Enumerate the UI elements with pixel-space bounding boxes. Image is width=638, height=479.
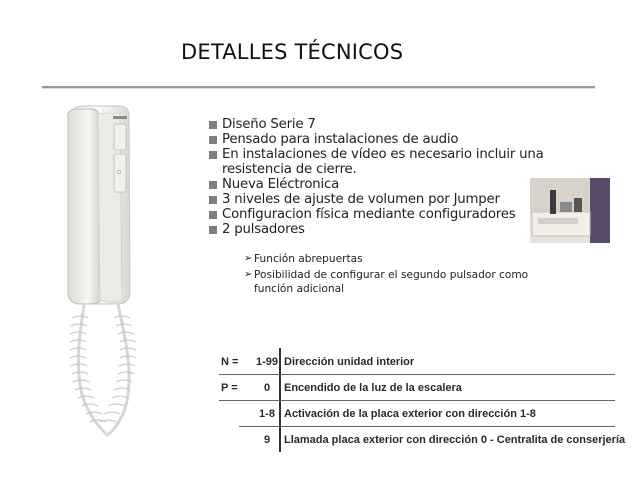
title-rule-shadow <box>42 88 595 89</box>
table-row: 1-8 Activación de la placa exterior con dirección 1-8 <box>259 408 536 420</box>
slide-title: DETALLES TÉCNICOS <box>181 40 404 64</box>
pulsador-sublist <box>244 252 564 298</box>
table-row: 9 Llamada placa exterior con dirección 0 - Centralita de conserjería <box>263 434 626 446</box>
svg-text:o: o <box>117 168 122 176</box>
square-bullet-icon <box>209 121 217 129</box>
square-bullet-icon <box>209 211 217 219</box>
table-row: N = 1-99 Dirección unidad interior <box>221 356 415 368</box>
list-item: En instalaciones de vídeo es necesario incluir una resistencia de cierre. <box>209 147 549 177</box>
table-row: P = 0 Encendido de la luz de la escalera <box>221 382 462 394</box>
configuration-table <box>219 348 626 452</box>
feature-list <box>209 117 549 237</box>
arrow-bullet-icon: ➢ <box>244 269 253 280</box>
list-item: ➢ Función abrepuertas <box>244 253 363 265</box>
list-item: Pensado para instalaciones de audio <box>209 132 549 147</box>
list-item: Configuracion física mediante configuradores <box>209 207 549 222</box>
installation-photo <box>530 178 610 243</box>
square-bullet-icon <box>209 196 217 204</box>
list-item: Nueva Eléctronica <box>209 177 549 192</box>
intercom-handset-image <box>58 104 164 452</box>
square-bullet-icon <box>209 136 217 144</box>
arrow-bullet-icon: ➢ <box>244 253 253 264</box>
list-item: 3 niveles de ajuste de volumen por Jumper <box>209 192 549 207</box>
square-bullet-icon <box>209 226 217 234</box>
list-item: Diseño Serie 7 <box>209 117 549 132</box>
list-item: ➢ Posibilidad de configurar el segundo pulsador como función adicional <box>244 269 529 295</box>
list-item: 2 pulsadores <box>209 222 549 237</box>
square-bullet-icon <box>209 151 217 159</box>
square-bullet-icon <box>209 181 217 189</box>
